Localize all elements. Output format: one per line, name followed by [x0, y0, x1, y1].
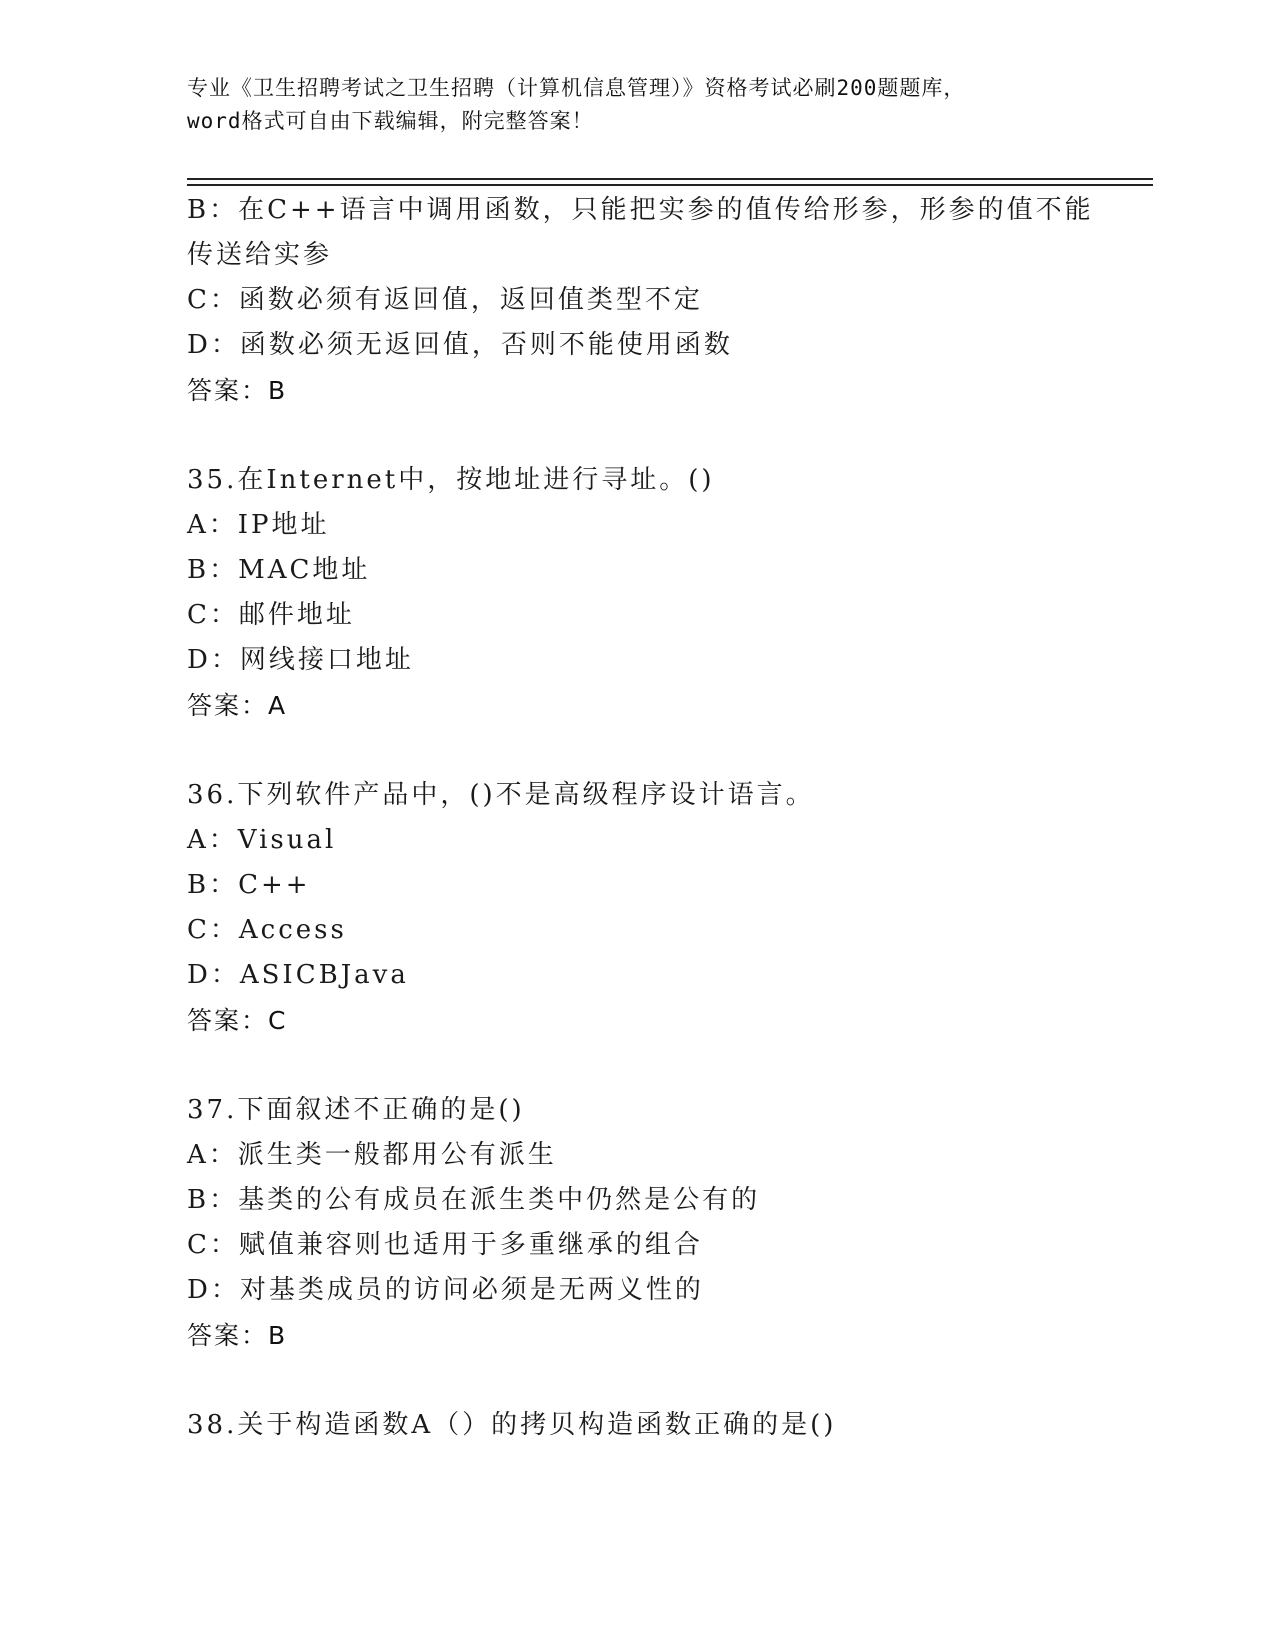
question-stem: 37.下面叙述不正确的是(): [187, 1095, 525, 1125]
question-stem: 35.在Internet中，按地址进行寻址。(): [187, 465, 715, 495]
option-c: C：Access: [187, 915, 347, 945]
option-a: A：IP地址: [187, 510, 330, 540]
option-a: A：派生类一般都用公有派生: [187, 1140, 557, 1170]
document-body: [187, 188, 1107, 1448]
document-header: [187, 72, 1087, 138]
option-a: A：Visual: [187, 825, 337, 855]
question-34-continuation: [187, 188, 1107, 413]
option-d: D：网线接口地址: [187, 645, 414, 675]
answer: 答案：B: [187, 376, 288, 405]
answer: 答案：C: [187, 1006, 288, 1035]
question-37: [187, 1088, 1107, 1358]
option-b: B：C++: [187, 870, 311, 900]
option-c: C：邮件地址: [187, 600, 355, 630]
option-d: D：对基类成员的访问必须是无两义性的: [187, 1275, 704, 1305]
spacer: [187, 1358, 1107, 1403]
question-stem: 38.关于构造函数A（）的拷贝构造函数正确的是(): [187, 1410, 837, 1440]
option-c: C：函数必须有返回值，返回值类型不定: [187, 285, 703, 315]
header-divider-bottom: [187, 184, 1153, 186]
option-b: B：MAC地址: [187, 555, 371, 585]
header-divider-top: [187, 178, 1153, 180]
question-38: [187, 1403, 1107, 1448]
option-d: D：ASICBJava: [187, 960, 409, 990]
question-stem: 36.下列软件产品中，()不是高级程序设计语言。: [187, 780, 815, 810]
option-c: C：赋值兼容则也适用于多重继承的组合: [187, 1230, 703, 1260]
question-36: [187, 773, 1107, 1043]
spacer: [187, 413, 1107, 458]
spacer: [187, 1043, 1107, 1088]
option-b: B：基类的公有成员在派生类中仍然是公有的: [187, 1185, 761, 1215]
option-b-line-2: 传送给实参: [187, 240, 333, 270]
header-title-line-2: word格式可自由下载编辑，附完整答案！: [187, 109, 594, 133]
spacer: [187, 728, 1107, 773]
option-b-line-1: B：在C++语言中调用函数，只能把实参的值传给形参，形参的值不能: [187, 195, 1094, 225]
header-title-line-1: 专业《卫生招聘考试之卫生招聘（计算机信息管理）》资格考试必刷200题题库，: [187, 76, 966, 100]
option-d: D：函数必须无返回值，否则不能使用函数: [187, 330, 733, 360]
answer: 答案：B: [187, 1321, 288, 1350]
answer: 答案：A: [187, 691, 288, 720]
question-35: [187, 458, 1107, 728]
